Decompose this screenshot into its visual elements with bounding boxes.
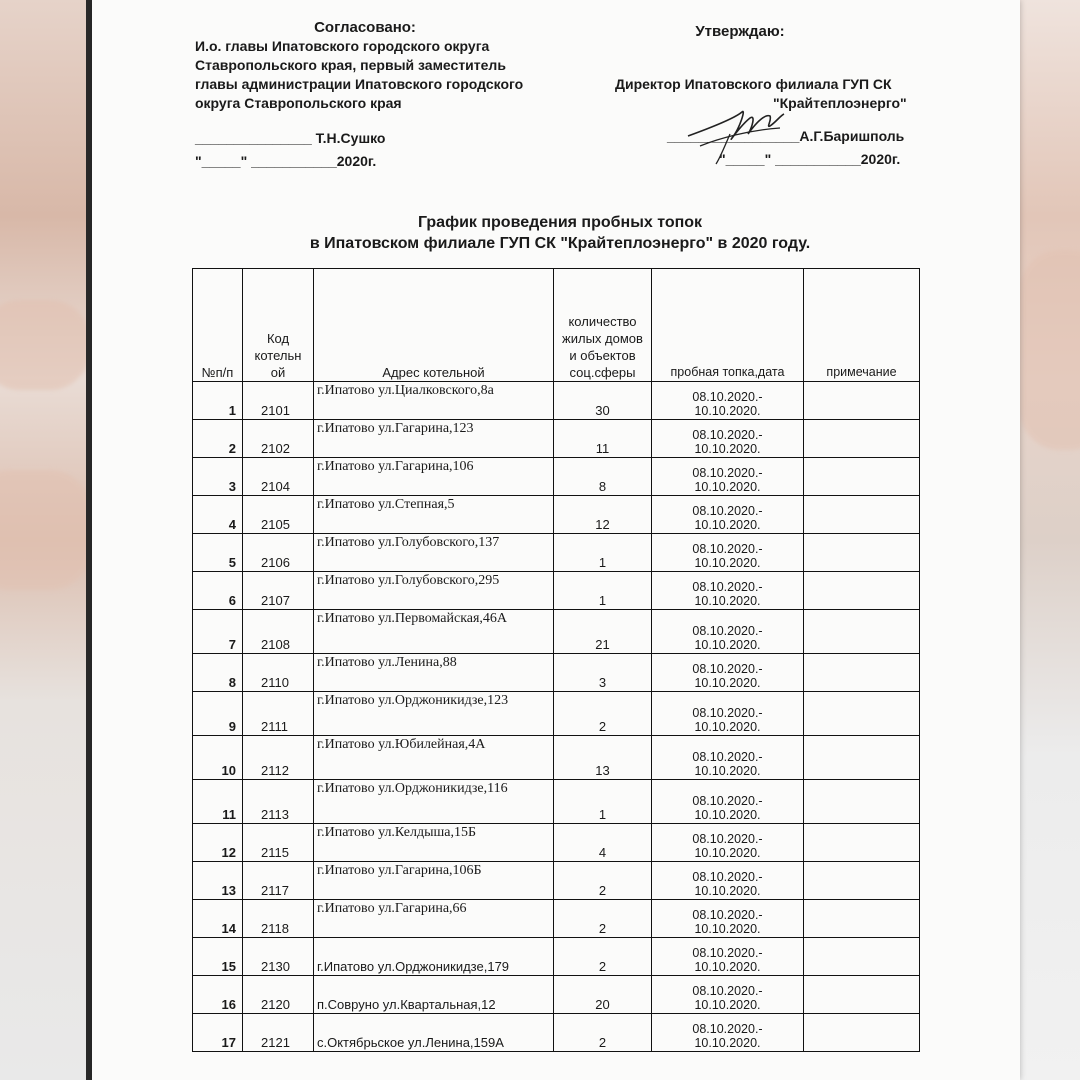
cell-note [804, 736, 920, 780]
cell-date-start: 08.10.2020.- [692, 624, 763, 638]
cell-code: 2117 [243, 862, 314, 900]
cell-num: 14 [193, 900, 243, 938]
cell-count: 2 [554, 938, 652, 976]
cell-count: 11 [554, 420, 652, 458]
cell-date-end: 10.10.2020. [694, 764, 761, 778]
cell-address: г.Ипатово ул.Степная,5 [314, 496, 554, 534]
cell-date-start: 08.10.2020.- [692, 504, 763, 518]
cell-note [804, 534, 920, 572]
table-row [193, 900, 920, 938]
cell-count: 12 [554, 496, 652, 534]
cell-date [652, 572, 804, 610]
cell-address: г.Ипатово ул.Циалковского,8а [314, 382, 554, 420]
cell-address: г.Ипатово ул.Первомайская,46А [314, 610, 554, 654]
schedule-table [192, 268, 920, 1052]
cell-address: с.Октябрьское ул.Ленина,159А [314, 1014, 554, 1052]
cell-date-end: 10.10.2020. [694, 442, 761, 456]
cell-date-end: 10.10.2020. [694, 1036, 761, 1050]
approval-right-date-line: "_____" ___________2020г. [719, 151, 901, 167]
cell-code: 2101 [243, 382, 314, 420]
handwritten-signature-icon [680, 98, 790, 168]
cell-date-end: 10.10.2020. [694, 846, 761, 860]
cell-code: 2115 [243, 824, 314, 862]
approval-right-heading: Утверждаю: [695, 23, 785, 40]
table-row [193, 780, 920, 824]
blurred-hand-left-lower [0, 470, 90, 590]
cell-date [652, 458, 804, 496]
cell-date-start: 08.10.2020.- [692, 542, 763, 556]
cell-count: 3 [554, 654, 652, 692]
cell-note [804, 1014, 920, 1052]
document-title-line2: в Ипатовском филиале ГУП СК "Крайтеплоэнерго" в 2020 году. [309, 235, 811, 252]
cell-note [804, 496, 920, 534]
cell-note [804, 654, 920, 692]
background-right [1010, 0, 1080, 1080]
cell-date-end: 10.10.2020. [694, 960, 761, 974]
cell-note [804, 976, 920, 1014]
cell-date [652, 862, 804, 900]
table-row [193, 420, 920, 458]
cell-date [652, 654, 804, 692]
cell-code: 2108 [243, 610, 314, 654]
cell-count: 2 [554, 862, 652, 900]
cell-note [804, 420, 920, 458]
cell-num: 13 [193, 862, 243, 900]
cell-address: г.Ипатово ул.Орджоникидзе,116 [314, 780, 554, 824]
cell-date-start: 08.10.2020.- [692, 750, 763, 764]
table-row [193, 736, 920, 780]
cell-date-start: 08.10.2020.- [692, 466, 763, 480]
table-row [193, 496, 920, 534]
cell-date-start: 08.10.2020.- [692, 1022, 763, 1036]
approval-block-left [195, 18, 575, 171]
cell-date-end: 10.10.2020. [694, 556, 761, 570]
cell-date-start: 08.10.2020.- [692, 832, 763, 846]
cell-date-end: 10.10.2020. [694, 808, 761, 822]
cell-note [804, 780, 920, 824]
approval-right-position: Директор Ипатовского филиала ГУП СК [615, 76, 892, 92]
table-row [193, 938, 920, 976]
cell-count: 2 [554, 692, 652, 736]
cell-address: г.Ипатово ул.Юбилейная,4А [314, 736, 554, 780]
cell-date-end: 10.10.2020. [694, 518, 761, 532]
cell-date-end: 10.10.2020. [694, 594, 761, 608]
cell-address: г.Ипатово ул.Орджоникидзе,123 [314, 692, 554, 736]
cell-code: 2106 [243, 534, 314, 572]
cell-num: 10 [193, 736, 243, 780]
blurred-hand-right [1020, 250, 1080, 450]
cell-date-start: 08.10.2020.- [692, 870, 763, 884]
cell-address: п.Совруно ул.Квартальная,12 [314, 976, 554, 1014]
cell-date-end: 10.10.2020. [694, 720, 761, 734]
cell-code: 2102 [243, 420, 314, 458]
cell-date [652, 420, 804, 458]
cell-note [804, 382, 920, 420]
cell-date [652, 780, 804, 824]
cell-date [652, 610, 804, 654]
cell-address: г.Ипатово ул.Орджоникидзе,179 [314, 938, 554, 976]
cell-code: 2118 [243, 900, 314, 938]
cell-date-start: 08.10.2020.- [692, 984, 763, 998]
table-row [193, 534, 920, 572]
cell-code: 2121 [243, 1014, 314, 1052]
cell-date-start: 08.10.2020.- [692, 908, 763, 922]
cell-num: 12 [193, 824, 243, 862]
cell-num: 7 [193, 610, 243, 654]
cell-date [652, 692, 804, 736]
cell-note [804, 692, 920, 736]
cell-count: 1 [554, 780, 652, 824]
cell-date [652, 824, 804, 862]
cell-code: 2113 [243, 780, 314, 824]
cell-code: 2107 [243, 572, 314, 610]
cell-address: г.Ипатово ул.Келдыша,15Б [314, 824, 554, 862]
table-row [193, 824, 920, 862]
approval-left-text: И.о. главы Ипатовского городского округа Ставропольского края, первый заместитель главы администрации Ипатовского городского округа Ставропольского края [195, 38, 524, 111]
approval-left-signature-line: _______________ Т.Н.Сушко [195, 130, 386, 146]
cell-address: г.Ипатово ул.Гагарина,123 [314, 420, 554, 458]
table-row [193, 976, 920, 1014]
cell-date [652, 736, 804, 780]
cell-date-start: 08.10.2020.- [692, 662, 763, 676]
cell-num: 16 [193, 976, 243, 1014]
cell-count: 20 [554, 976, 652, 1014]
table-row [193, 1014, 920, 1052]
cell-num: 15 [193, 938, 243, 976]
header-address: Адрес котельной [314, 269, 554, 382]
table-row [193, 382, 920, 420]
cell-num: 17 [193, 1014, 243, 1052]
cell-count: 1 [554, 534, 652, 572]
cell-note [804, 862, 920, 900]
cell-num: 3 [193, 458, 243, 496]
cell-note [804, 458, 920, 496]
cell-date [652, 496, 804, 534]
approval-right-signature-line: _________________А.Г.Баришполь [667, 128, 905, 144]
cell-num: 9 [193, 692, 243, 736]
cell-code: 2105 [243, 496, 314, 534]
cell-address: г.Ипатово ул.Гагарина,66 [314, 900, 554, 938]
cell-address: г.Ипатово ул.Гагарина,106 [314, 458, 554, 496]
cell-date-end: 10.10.2020. [694, 404, 761, 418]
header-note: примечание [804, 269, 920, 382]
cell-date-end: 10.10.2020. [694, 922, 761, 936]
cell-address: г.Ипатово ул.Гагарина,106Б [314, 862, 554, 900]
cell-code: 2104 [243, 458, 314, 496]
header-num: №п/п [193, 269, 243, 382]
cell-count: 2 [554, 1014, 652, 1052]
cell-address: г.Ипатово ул.Голубовского,295 [314, 572, 554, 610]
cell-date-start: 08.10.2020.- [692, 428, 763, 442]
cell-code: 2112 [243, 736, 314, 780]
cell-note [804, 610, 920, 654]
header-count: количество жилых домов и объектов соц.сферы [554, 269, 652, 382]
cell-num: 1 [193, 382, 243, 420]
table-row [193, 458, 920, 496]
approval-left-date-line: "_____" ___________2020г. [195, 153, 377, 169]
header-date: пробная топка,дата [652, 269, 804, 382]
cell-date-end: 10.10.2020. [694, 884, 761, 898]
cell-count: 21 [554, 610, 652, 654]
table-row [193, 862, 920, 900]
cell-count: 8 [554, 458, 652, 496]
cell-date [652, 1014, 804, 1052]
cell-count: 30 [554, 382, 652, 420]
cell-note [804, 824, 920, 862]
cell-code: 2111 [243, 692, 314, 736]
cell-date-start: 08.10.2020.- [692, 946, 763, 960]
table-row [193, 610, 920, 654]
document-title [200, 212, 920, 254]
cell-code: 2120 [243, 976, 314, 1014]
cell-num: 11 [193, 780, 243, 824]
cell-num: 4 [193, 496, 243, 534]
table-row [193, 692, 920, 736]
cell-date-start: 08.10.2020.- [692, 706, 763, 720]
cell-date-start: 08.10.2020.- [692, 580, 763, 594]
cell-count: 4 [554, 824, 652, 862]
cell-address: г.Ипатово ул.Ленина,88 [314, 654, 554, 692]
cell-num: 8 [193, 654, 243, 692]
table-header-row [193, 269, 920, 382]
table-row [193, 572, 920, 610]
cell-count: 1 [554, 572, 652, 610]
cell-date [652, 382, 804, 420]
cell-note [804, 938, 920, 976]
blurred-hand-left [0, 300, 90, 390]
cell-date-end: 10.10.2020. [694, 638, 761, 652]
cell-date-end: 10.10.2020. [694, 676, 761, 690]
cell-date [652, 534, 804, 572]
table-row [193, 654, 920, 692]
cell-date [652, 938, 804, 976]
cell-code: 2130 [243, 938, 314, 976]
approval-left-heading: Согласовано: [314, 19, 416, 36]
header-code: Код котельн ой [243, 269, 314, 382]
cell-date [652, 976, 804, 1014]
cell-date-start: 08.10.2020.- [692, 390, 763, 404]
cell-count: 2 [554, 900, 652, 938]
cell-note [804, 900, 920, 938]
cell-num: 2 [193, 420, 243, 458]
document-title-line1: График проведения пробных топок [417, 214, 703, 231]
cell-count: 13 [554, 736, 652, 780]
approval-right-organization: "Крайтеплоэнерго" [773, 95, 907, 111]
cell-date-end: 10.10.2020. [694, 998, 761, 1012]
cell-note [804, 572, 920, 610]
cell-num: 5 [193, 534, 243, 572]
cell-address: г.Ипатово ул.Голубовского,137 [314, 534, 554, 572]
cell-date-start: 08.10.2020.- [692, 794, 763, 808]
cell-date [652, 900, 804, 938]
cell-num: 6 [193, 572, 243, 610]
cell-code: 2110 [243, 654, 314, 692]
cell-date-end: 10.10.2020. [694, 480, 761, 494]
